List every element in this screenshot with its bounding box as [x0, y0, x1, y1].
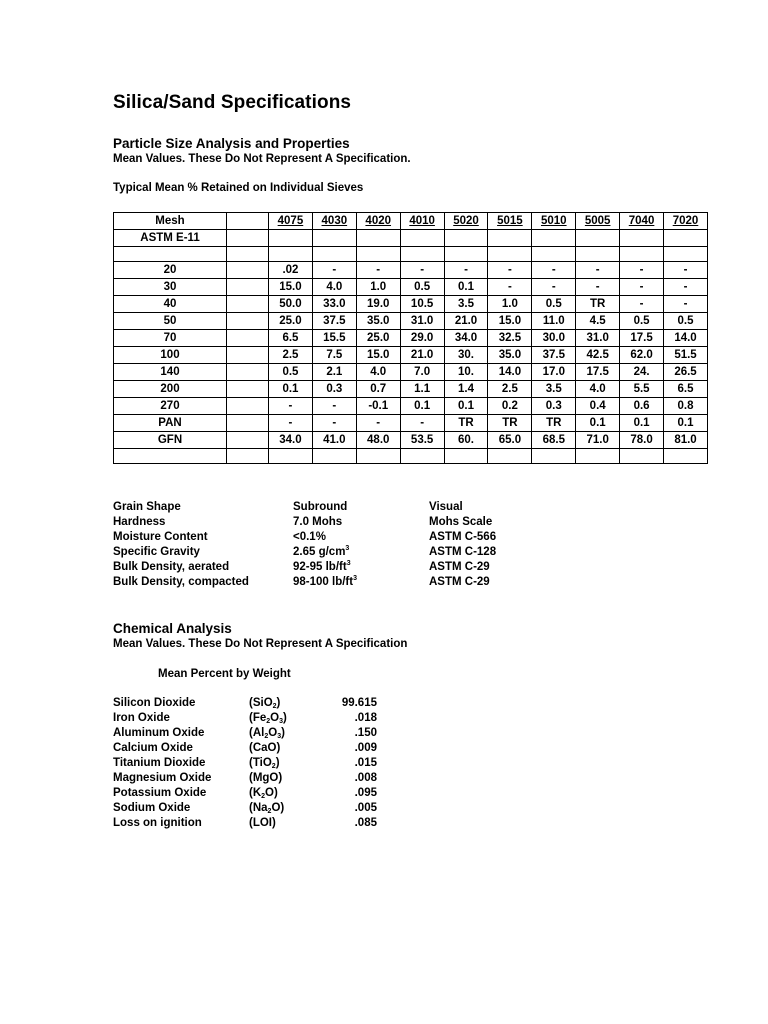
blank-cell	[227, 432, 269, 449]
value-cell: 1.4	[444, 381, 488, 398]
value-cell: -0.1	[356, 398, 400, 415]
value-cell: -	[444, 262, 488, 279]
value-cell: 0.1	[400, 398, 444, 415]
value-cell: 17.5	[576, 364, 620, 381]
value-cell: 14.0	[488, 364, 532, 381]
formula-subscript: 2	[266, 718, 271, 725]
property-value: 2.65 $g/cm^3$	[293, 545, 350, 558]
value-cell: 30.0	[532, 330, 576, 347]
blank-cell	[227, 398, 269, 415]
value-cell: -	[664, 296, 708, 313]
blank-cell	[620, 449, 664, 464]
blank-cell	[227, 364, 269, 381]
blank-cell	[356, 247, 400, 262]
value-cell: TR	[488, 415, 532, 432]
property-name: Hardness	[113, 516, 166, 528]
value-cell: 37.5	[312, 313, 356, 330]
value-cell: -	[664, 262, 708, 279]
blank-cell	[356, 449, 400, 464]
value-cell: TR	[576, 296, 620, 313]
header-blank-cell	[356, 230, 400, 247]
value-cell: 4.5	[576, 313, 620, 330]
value-cell: 68.5	[532, 432, 576, 449]
value-cell: 15.0	[488, 313, 532, 330]
property-name: Specific Gravity	[113, 546, 200, 558]
blank-cell	[664, 247, 708, 262]
value-cell: 53.5	[400, 432, 444, 449]
value-cell: -	[488, 279, 532, 296]
blank-cell	[532, 449, 576, 464]
property-row	[113, 546, 533, 561]
chemical-subheading: Mean Percent by Weight	[158, 668, 291, 680]
value-cell: 10.5	[400, 296, 444, 313]
spacer-row	[114, 247, 708, 262]
property-row	[113, 531, 533, 546]
value-cell: 15.0	[269, 279, 313, 296]
compound-percent: .018	[354, 712, 377, 724]
blank-cell	[400, 449, 444, 464]
value-cell: 0.1	[664, 415, 708, 432]
value-cell: 31.0	[576, 330, 620, 347]
property-value: 7.0 Mohs	[293, 516, 343, 528]
value-cell: 26.5	[664, 364, 708, 381]
product-code-header: 7040	[620, 213, 664, 230]
compound-name: Potassium Oxide	[113, 787, 207, 799]
compound-formula: (LOI)	[249, 817, 276, 829]
blank-cell	[227, 381, 269, 398]
chemical-row	[113, 787, 413, 802]
header-blank-cell	[664, 230, 708, 247]
value-cell: 0.1	[620, 415, 664, 432]
property-row	[113, 501, 533, 516]
value-cell: 15.0	[356, 347, 400, 364]
mesh-standard-cell: ASTM E-11	[114, 230, 227, 247]
value-cell: 0.5	[269, 364, 313, 381]
mesh-size-cell: 200	[114, 381, 227, 398]
compound-formula: $(Fe_2O_3)$	[249, 712, 287, 725]
blank-cell	[620, 247, 664, 262]
value-cell: 0.3	[532, 398, 576, 415]
property-value: Subround	[293, 501, 348, 513]
value-cell: 3.5	[444, 296, 488, 313]
compound-formula: (CaO)	[249, 742, 281, 754]
header-blank-cell	[312, 230, 356, 247]
value-cell: 0.1	[444, 398, 488, 415]
compound-formula: (SiO$_2$)	[249, 697, 281, 710]
value-cell: 34.0	[269, 432, 313, 449]
particle-section-note: Mean Values. These Do Not Represent A Specification.	[113, 153, 411, 165]
compound-percent: .008	[354, 772, 377, 784]
value-cell: 29.0	[400, 330, 444, 347]
value-cell: -	[620, 262, 664, 279]
property-name: Moisture Content	[113, 531, 208, 543]
value-cell: 0.1	[444, 279, 488, 296]
value-cell: 32.5	[488, 330, 532, 347]
formula-subscript: 3	[277, 733, 282, 740]
value-cell: 0.5	[532, 296, 576, 313]
header-blank-cell	[532, 230, 576, 247]
value-cell: 31.0	[400, 313, 444, 330]
value-cell: -	[400, 262, 444, 279]
compound-name: Sodium Oxide	[113, 802, 191, 814]
value-cell: 41.0	[312, 432, 356, 449]
value-cell: 78.0	[620, 432, 664, 449]
chemical-analysis-list	[113, 697, 413, 832]
compound-name: Titanium Dioxide	[113, 757, 206, 769]
blank-cell	[444, 247, 488, 262]
blank-cell	[664, 449, 708, 464]
value-cell: 25.0	[356, 330, 400, 347]
value-cell: 51.5	[664, 347, 708, 364]
value-cell: 37.5	[532, 347, 576, 364]
mesh-size-cell: 30	[114, 279, 227, 296]
value-cell: -	[269, 398, 313, 415]
chemical-section-heading: Chemical Analysis	[113, 621, 232, 636]
value-cell: -	[312, 262, 356, 279]
mesh-size-cell: GFN	[114, 432, 227, 449]
product-code-header: 5005	[576, 213, 620, 230]
compound-name: Silicon Dioxide	[113, 697, 196, 709]
chemical-row	[113, 697, 413, 712]
value-cell: 7.5	[312, 347, 356, 364]
value-cell: 81.0	[664, 432, 708, 449]
property-method: Visual	[429, 501, 463, 513]
value-cell: 11.0	[532, 313, 576, 330]
header-blank-cell	[444, 230, 488, 247]
compound-name: Aluminum Oxide	[113, 727, 205, 739]
header-blank-cell	[576, 230, 620, 247]
value-cell: 14.0	[664, 330, 708, 347]
value-cell: 50.0	[269, 296, 313, 313]
table-row	[114, 381, 708, 398]
table-row	[114, 398, 708, 415]
value-cell: 34.0	[444, 330, 488, 347]
property-name: Bulk Density, compacted	[113, 576, 249, 588]
compound-percent: .150	[354, 727, 377, 739]
property-method: ASTM C-29	[429, 561, 490, 573]
value-cell: 6.5	[664, 381, 708, 398]
blank-cell	[269, 247, 313, 262]
property-name: Grain Shape	[113, 501, 181, 513]
compound-name: Calcium Oxide	[113, 742, 193, 754]
value-cell: 35.0	[356, 313, 400, 330]
table-row	[114, 330, 708, 347]
product-code-header: 4030	[312, 213, 356, 230]
header-blank-cell	[227, 213, 269, 230]
blank-cell	[488, 449, 532, 464]
header-blank-cell	[488, 230, 532, 247]
property-method: ASTM C-128	[429, 546, 497, 558]
mesh-size-cell: 20	[114, 262, 227, 279]
value-cell: -	[532, 279, 576, 296]
compound-name: Magnesium Oxide	[113, 772, 212, 784]
value-cell: -	[312, 398, 356, 415]
header-blank-cell	[227, 230, 269, 247]
mesh-size-cell: 50	[114, 313, 227, 330]
value-cell: 21.0	[444, 313, 488, 330]
compound-formula: $(Na_2O)$	[249, 802, 285, 815]
header-blank-cell	[400, 230, 444, 247]
formula-subscript: 2	[261, 793, 266, 800]
value-cell: 0.1	[576, 415, 620, 432]
value-cell: -	[576, 262, 620, 279]
value-cell: 10.	[444, 364, 488, 381]
value-cell: 33.0	[312, 296, 356, 313]
table-row	[114, 296, 708, 313]
compound-percent: .009	[354, 742, 377, 754]
formula-subscript: 2	[272, 703, 277, 710]
page-title: Silica/Sand Specifications	[113, 92, 352, 113]
blank-cell	[227, 296, 269, 313]
unit-exponent: 3	[345, 545, 350, 552]
value-cell: 21.0	[400, 347, 444, 364]
table-row	[114, 279, 708, 296]
property-method: ASTM C-566	[429, 531, 497, 543]
value-cell: 71.0	[576, 432, 620, 449]
value-cell: 62.0	[620, 347, 664, 364]
value-cell: 25.0	[269, 313, 313, 330]
product-code-header: 5015	[488, 213, 532, 230]
sieve-header-row	[114, 213, 708, 230]
product-code-header: 4075	[269, 213, 313, 230]
mesh-size-cell: 100	[114, 347, 227, 364]
mesh-size-cell: 140	[114, 364, 227, 381]
value-cell: 17.0	[532, 364, 576, 381]
blank-cell	[227, 247, 269, 262]
blank-cell	[227, 330, 269, 347]
properties-list	[113, 501, 533, 591]
blank-cell	[576, 247, 620, 262]
value-cell: 17.5	[620, 330, 664, 347]
product-code-header: 4020	[356, 213, 400, 230]
product-code-header: 5010	[532, 213, 576, 230]
value-cell: 0.3	[312, 381, 356, 398]
mesh-size-cell: PAN	[114, 415, 227, 432]
formula-subscript: 2	[271, 763, 276, 770]
blank-cell	[227, 347, 269, 364]
value-cell: 0.8	[664, 398, 708, 415]
compound-name: Loss on ignition	[113, 817, 202, 829]
blank-cell	[488, 247, 532, 262]
value-cell: TR	[444, 415, 488, 432]
value-cell: 3.5	[532, 381, 576, 398]
compound-percent: 99.615	[341, 697, 377, 709]
value-cell: 0.5	[620, 313, 664, 330]
blank-cell	[227, 313, 269, 330]
value-cell: 65.0	[488, 432, 532, 449]
value-cell: 0.2	[488, 398, 532, 415]
table-row	[114, 364, 708, 381]
value-cell: 0.5	[664, 313, 708, 330]
value-cell: .02	[269, 262, 313, 279]
value-cell: -	[620, 296, 664, 313]
blank-cell	[312, 247, 356, 262]
value-cell: 4.0	[356, 364, 400, 381]
value-cell: -	[400, 415, 444, 432]
table-row	[114, 313, 708, 330]
value-cell: -	[576, 279, 620, 296]
table-row	[114, 415, 708, 432]
product-code-header: 7020	[664, 213, 708, 230]
property-method: Mohs Scale	[429, 516, 493, 528]
value-cell: 48.0	[356, 432, 400, 449]
value-cell: 2.5	[488, 381, 532, 398]
sieve-header-row-2	[114, 230, 708, 247]
compound-percent: .015	[354, 757, 377, 769]
compound-formula: (TiO$_2$)	[249, 757, 280, 770]
blank-cell	[114, 247, 227, 262]
property-value: 98-100 $lb/ft^3$	[293, 575, 357, 588]
mesh-header-cell: Mesh	[114, 213, 227, 230]
value-cell: 1.1	[400, 381, 444, 398]
value-cell: 6.5	[269, 330, 313, 347]
value-cell: 15.5	[312, 330, 356, 347]
value-cell: -	[269, 415, 313, 432]
value-cell: -	[356, 262, 400, 279]
property-row	[113, 561, 533, 576]
value-cell: -	[532, 262, 576, 279]
table-row	[114, 347, 708, 364]
value-cell: 42.5	[576, 347, 620, 364]
mesh-size-cell: 40	[114, 296, 227, 313]
value-cell: 0.7	[356, 381, 400, 398]
value-cell: -	[664, 279, 708, 296]
formula-subscript: 2	[264, 733, 269, 740]
value-cell: 30.	[444, 347, 488, 364]
sieve-table	[113, 212, 708, 464]
blank-cell	[227, 449, 269, 464]
mesh-size-cell: 270	[114, 398, 227, 415]
chemical-row	[113, 802, 413, 817]
blank-cell	[227, 279, 269, 296]
value-cell: 5.5	[620, 381, 664, 398]
compound-formula: $(K_2O)$	[249, 787, 278, 800]
value-cell: 60.	[444, 432, 488, 449]
chemical-row	[113, 757, 413, 772]
formula-subscript: 3	[279, 718, 284, 725]
property-name: Bulk Density, aerated	[113, 561, 230, 573]
product-code-header: 5020	[444, 213, 488, 230]
value-cell: 1.0	[488, 296, 532, 313]
unit-exponent: 3	[346, 560, 351, 567]
chemical-row	[113, 817, 413, 832]
value-cell: TR	[532, 415, 576, 432]
header-blank-cell	[620, 230, 664, 247]
blank-cell	[227, 262, 269, 279]
compound-name: Iron Oxide	[113, 712, 170, 724]
spacer-row	[114, 449, 708, 464]
value-cell: 4.0	[312, 279, 356, 296]
value-cell: 0.4	[576, 398, 620, 415]
chemical-section-note: Mean Values. These Do Not Represent A Specification	[113, 638, 408, 650]
compound-percent: .095	[354, 787, 377, 799]
value-cell: 24.	[620, 364, 664, 381]
compound-percent: .085	[354, 817, 377, 829]
value-cell: 0.1	[269, 381, 313, 398]
value-cell: 35.0	[488, 347, 532, 364]
value-cell: 0.6	[620, 398, 664, 415]
value-cell: 4.0	[576, 381, 620, 398]
unit-exponent: 3	[353, 575, 357, 582]
value-cell: -	[312, 415, 356, 432]
compound-formula: (MgO)	[249, 772, 283, 784]
header-blank-cell	[269, 230, 313, 247]
value-cell: -	[488, 262, 532, 279]
value-cell: 2.5	[269, 347, 313, 364]
property-value: 92-95 $lb/ft^3$	[293, 560, 351, 573]
product-code-header: 4010	[400, 213, 444, 230]
chemical-row	[113, 742, 413, 757]
blank-cell	[312, 449, 356, 464]
value-cell: 7.0	[400, 364, 444, 381]
blank-cell	[269, 449, 313, 464]
chemical-row	[113, 727, 413, 742]
blank-cell	[444, 449, 488, 464]
sieve-table-caption: Typical Mean % Retained on Individual Sieves	[113, 182, 364, 194]
property-row	[113, 576, 533, 591]
formula-subscript: 2	[267, 808, 272, 815]
compound-percent: .005	[354, 802, 377, 814]
blank-cell	[114, 449, 227, 464]
value-cell: 2.1	[312, 364, 356, 381]
compound-formula: $(Al_2O_3)$	[249, 727, 285, 740]
value-cell: -	[356, 415, 400, 432]
particle-section-heading: Particle Size Analysis and Properties	[113, 136, 350, 151]
property-method: ASTM C-29	[429, 576, 490, 588]
blank-cell	[400, 247, 444, 262]
table-row	[114, 262, 708, 279]
blank-cell	[576, 449, 620, 464]
table-row	[114, 432, 708, 449]
property-value: <0.1%	[293, 531, 326, 543]
chemical-row	[113, 712, 413, 727]
mesh-size-cell: 70	[114, 330, 227, 347]
blank-cell	[532, 247, 576, 262]
value-cell: 0.5	[400, 279, 444, 296]
value-cell: 19.0	[356, 296, 400, 313]
property-row	[113, 516, 533, 531]
value-cell: 1.0	[356, 279, 400, 296]
chemical-row	[113, 772, 413, 787]
blank-cell	[227, 415, 269, 432]
value-cell: -	[620, 279, 664, 296]
